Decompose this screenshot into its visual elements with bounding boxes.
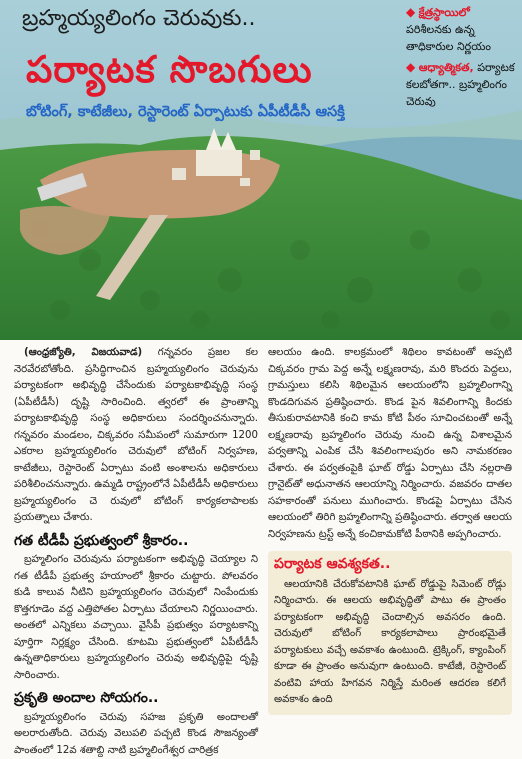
body-paragraph: ఆలయం ఉంది. కాలక్రమంలో శిథిలం కావటంతో అప్పటి చిక్కవరం గ్రామ పెద్ద అన్నే లక్ష్మణరావు, మరి కొందరు పెద్దలు, గ్రామస్తులు కలిసి శిథిలమైన ఆలయంలోని బ్రహ్మలింగాన్ని కొండదిగువన ప్రతిష్ఠించారు. కొండ పైన శివలింగాన్ని కిందకు తీసుకురావటానికి కంచి కామ కోటి పీఠం సూచించటంతో అన్నే లక్ష్మణరావు బ్రహ్మలింగం చెరువు నుంచి ఉన్న విశాలమైన పర్వతాన్ని ఎంపిక చేసి శివలింగాలపురం అని నామకరణం చేశారు. ఈ పర్వతంపైకి ఘాట్ రోడ్డు ఏర్పాటు చేసి నల్లరాతి గ్రానైట్‌తో అధునాతన ఆలయాన్ని నిర్మించారు. వజవరం దాతల సహకారంతో పనులు ముగించారు. కొండపై ఏర్పాటు చేసిన ఆలయంలో తిరిగి బ్రహ్మలింగాన్ని ప్రతిష్ఠించారు. తర్వాత ఆలయ నిర్వహణను ట్రస్ట్ అన్నే కంచికామకోటి పీఠానికి అప్పగించారు.: [268, 345, 512, 543]
box-title: పర్యాటక ఆవశ్యకత..: [274, 556, 506, 573]
subheading: గత టీడీపీ ప్రభుత్వంలో శ్రీకారం..: [14, 533, 258, 550]
side-bullet: [406, 4, 516, 55]
subheading: ప్రకృతి అందాల సోయగం..: [14, 690, 258, 707]
side-bullet: [406, 59, 516, 110]
side-bullets: [406, 4, 516, 114]
deck: బోటింగ్, కాటేజీలు, రెస్టారెంట్ ఏర్పాటుకు ఏపీటీడీసీ ఆసక్తి: [26, 104, 345, 124]
article-body: [14, 345, 512, 745]
headline: పర్యాటక సొబగులు: [26, 48, 313, 100]
body-paragraph: బ్రహ్మలింగం చెరువును పర్యాటకంగా అభివృద్ధి చెయ్యాల ని గత టీడీపీ ప్రభుత్వ హయాంలో శ్రీకారం చుట్టారు. పోలవరం కుడి కాలువ నీటిని బ్రహ్మయ్యలింగం చెరువులో నింపేందుకు కొత్తగూడెం వద్ద ఎత్తిపోతల ఏర్పాటు చేయాలని నిర్ణయించారు. అంతలో ఎన్నికలు వచ్చాయి. వైసీపీ ప్రభుత్వం పర్యాటకాన్ని పూర్తిగా నిర్లక్ష్యం చేసింది. కూటమి ప్రభుత్వంలో ఏపీటీడీసీ ఉన్నతాధికారులు బ్రహ్మయ్యలింగం చెరువు అభివృద్ధిపై దృష్టి సారించారు.: [14, 552, 258, 684]
body-paragraph: [14, 345, 258, 527]
side-bullet-lead: ఆధ్యాత్మికత,: [419, 61, 474, 74]
body-paragraph: బ్రహ్మయ్యలింగం చెరువు సహజ ప్రకృతి అందాలతో అలరారుతోంది. చెరువు వెలుపలి పచ్చటి కొండ సౌజన్యంతో పాంతంలో 12వ శతాబ్ది నాటి బ్రహ్మలింగేశ్వర చారిత్రక: [14, 710, 258, 759]
sidebar-box: [268, 551, 512, 715]
body-text: గన్నవరం ప్రజల కల నెరవేరబోతోంది. ప్రసిద్ధిగాంచిన బ్రహ్మయ్యలింగం చెరువును పర్యాటకంగా అభివృద్ధి చేసేందుకు పర్యాటకాభివృద్ధి సంస్థ (ఏపీటీడీసీ) దృష్టి సారించింది. త్వరలో ఈ ప్రాంతాన్ని పర్యాటకాభివృద్ధి సంస్థ అధికారులు సందర్శించనున్నారు. గన్నవరం మండలం, చిక్కవరం సమీపంలో సుమారుగా 1200 ఎకరాల బ్రహ్మయ్యలింగం చెరువులో బోటింగ్ నిర్వహణ, కాటేజీలు, రెస్టారెంట్ ఏర్పాటు వంటి అంశాలను అధికారులు పరిశీలించనున్నారు. ఉమ్మడి రాష్ట్రంలోనే ఏపీటీడీసీ అధికారులు బ్రహ్మయ్యలింగం చె రువులో బోటింగ్ కార్యకలాపాలకు ప్రయత్నాలు చేశారు.: [14, 347, 258, 523]
column-left: [14, 345, 258, 745]
bullet-icon: ◆: [406, 60, 415, 74]
column-right: [268, 345, 512, 745]
side-bullet-text: పరిశీలనకు ఉన్న తాధికారుల నిర్ణయం: [406, 23, 491, 53]
dateline: (ఆంధ్రజ్యోతి, విజయవాడ): [24, 347, 142, 358]
box-text: ఆలయానికి చేరుకోవటానికి ఘాట్ రోడ్డుపై సిమెంట్ రోడ్లు నిర్మించారు. ఈ ఆలయ అభివృద్ధితో పాటు ఈ ప్రాంతం పర్యాటకంగా అభివృద్ధి చెందాల్సిన అవసరం ఉంది. చెరువులో బోటింగ్ కార్యకలాపాలు ప్రారంభమైతే పర్యాటకులు వచ్చే అవకాశం ఉంటుంది. ట్రెక్కింగ్, క్యాంపింగ్ కూడా ఈ ప్రాంతం అనువుగా ఉంటుంది. కాటేజీ, రెస్టారెంట్ వంటివి హాయ హిగవన నిర్మిస్తే మరింత ఆదరణ కలిగే అవకాశం ఉంది: [274, 577, 506, 709]
side-bullet-lead: క్షేత్రస్థాయిలో: [419, 6, 470, 19]
bullet-icon: ◆: [406, 5, 415, 19]
side-bullet-text: పర్యాటక కలబోతగా.. బ్రహ్మలింగం చెరువు: [406, 61, 515, 108]
hero-photo: [0, 0, 522, 340]
kicker: బ్రహ్మయ్యలింగం చెరువుకు..: [22, 6, 255, 36]
